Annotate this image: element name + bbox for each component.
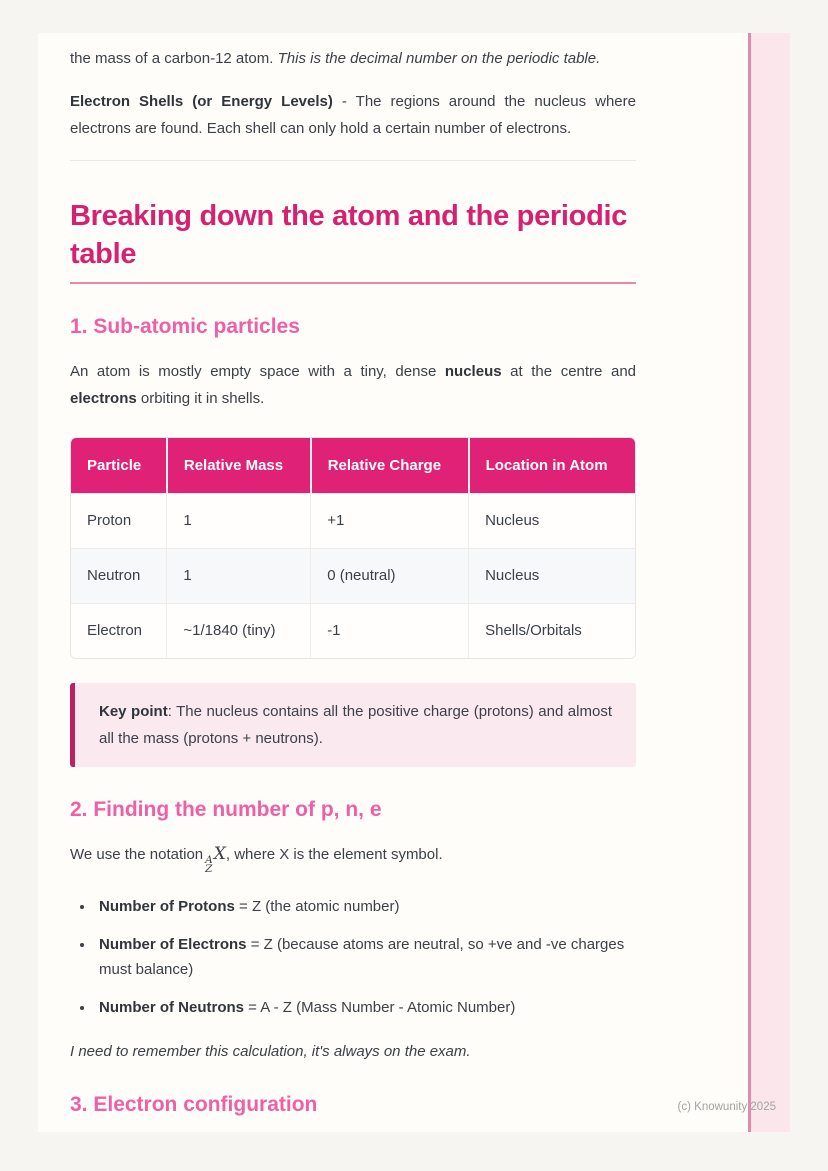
page-edge-accent-bar <box>748 33 790 1132</box>
cell-charge: +1 <box>311 493 469 548</box>
particle-table-container <box>70 437 636 659</box>
mass-number-A: A <box>205 854 213 866</box>
bullet-definition: = A - Z (Mass Number - Atomic Number) <box>244 999 516 1016</box>
section1-text-3: orbiting it in shells. <box>136 390 265 407</box>
bullet-definition: = Z (the atomic number) <box>234 898 400 915</box>
column-header-relative-charge: Relative Charge <box>311 438 469 493</box>
column-header-particle: Particle <box>71 438 167 493</box>
electron-shells-paragraph <box>70 88 636 142</box>
section3-heading: 3. Electron configuration <box>70 1093 318 1116</box>
document-content <box>70 33 636 1136</box>
intro-italic-text: This is the decimal number on the periodic table. <box>277 50 601 67</box>
section1-term-electrons: electrons <box>70 390 137 407</box>
cell-mass: 1 <box>167 493 311 548</box>
cell-location: Nucleus <box>469 548 635 603</box>
cell-particle: Proton <box>71 493 167 548</box>
list-item <box>95 995 636 1020</box>
section1-paragraph <box>70 358 636 412</box>
atomic-number-Z: Z <box>205 863 213 875</box>
list-item <box>95 932 636 982</box>
cell-charge: -1 <box>311 603 469 658</box>
cell-mass: 1 <box>167 548 311 603</box>
notation-text-pre: We use the notation <box>70 846 204 863</box>
cell-particle: Neutron <box>71 548 167 603</box>
section1-text-1: An atom is mostly empty space with a tiny, dense <box>70 363 445 380</box>
key-point-body: : The nucleus contains all the positive charge (protons) and almost all the mass (protons + neutrons). <box>99 703 612 747</box>
table-header-row <box>71 438 635 493</box>
cell-location: Nucleus <box>469 493 635 548</box>
table-row <box>71 603 635 658</box>
key-point-label: Key point <box>99 703 168 720</box>
bullet-term: Number of Neutrons <box>99 999 245 1016</box>
column-header-location: Location in Atom <box>469 438 635 493</box>
section1-text-2: at the centre and <box>501 363 637 380</box>
notation-text-post: , where X is the element symbol. <box>225 846 443 863</box>
section1-term-nucleus: nucleus <box>444 363 502 380</box>
title-underline <box>70 282 636 284</box>
list-item <box>95 894 636 919</box>
cell-particle: Electron <box>71 603 167 658</box>
knowunity-watermark: (c) Knowunity 2025 <box>677 1101 776 1113</box>
notation-paragraph <box>70 841 636 874</box>
electron-shells-term: Electron Shells (or Energy Levels) <box>70 93 333 110</box>
electron-shells-definition: - The regions around the nucleus where electrons are found. Each shell can only hold a certain number of electrons. <box>70 93 636 137</box>
nuclide-notation-stack <box>205 856 213 874</box>
intro-normal-text: the mass of a carbon-12 atom. <box>70 50 278 67</box>
table-row <box>71 548 635 603</box>
key-point-text <box>99 698 612 752</box>
page-title: Breaking down the atom and the periodic table <box>70 200 628 270</box>
pne-bullet-list <box>70 894 636 1020</box>
element-symbol-X: X <box>213 844 226 864</box>
cell-location: Shells/Orbitals <box>469 603 635 658</box>
bullet-term: Number of Electrons <box>99 936 247 953</box>
section1-heading: 1. Sub-atomic particles <box>70 315 300 338</box>
section2-heading: 2. Finding the number of p, n, e <box>70 798 382 821</box>
cell-mass: ~1/1840 (tiny) <box>167 603 311 658</box>
personal-note: I need to remember this calculation, it's always on the exam. <box>70 1043 471 1060</box>
cell-charge: 0 (neutral) <box>311 548 469 603</box>
intro-paragraph <box>70 45 636 72</box>
key-point-callout <box>70 683 636 767</box>
particle-table <box>71 438 635 658</box>
column-header-relative-mass: Relative Mass <box>167 438 311 493</box>
bullet-definition: = Z (because atoms are neutral, so +ve and -ve charges must balance) <box>99 936 625 978</box>
section-divider <box>70 160 636 161</box>
table-row <box>71 493 635 548</box>
document-page <box>38 33 790 1132</box>
bullet-term: Number of Protons <box>99 898 235 915</box>
